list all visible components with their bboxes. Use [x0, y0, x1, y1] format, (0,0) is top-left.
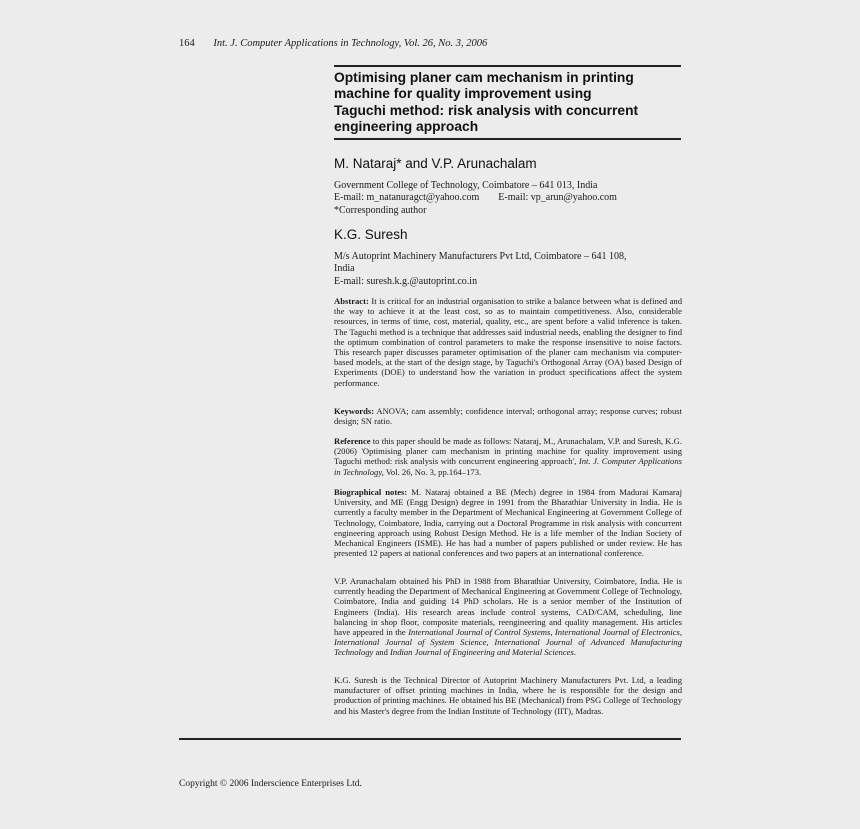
affiliation-block-2 — [334, 251, 684, 288]
bio-text: . — [573, 647, 576, 658]
biographical-notes — [334, 487, 682, 558]
footer-rule — [179, 738, 681, 740]
affiliation-line: Government College of Technology, Coimbatore – 641 013, India — [334, 180, 598, 191]
author-email: E-mail: suresh.k.g.@autoprint.co.in — [334, 275, 478, 287]
affiliation-line: India — [334, 263, 355, 275]
bio-paragraph-2 — [334, 576, 682, 658]
title-line: engineering approach — [334, 118, 479, 134]
bio-text: V.P. Arunachalam obtained his PhD in 1988 from Bharathiar University, Coimbatore, India. He is currently heading the Department of Mechanical Engineering at Government College of Technology, Coimbatore, India and guiding 14 PhD scholars. He is a senior member of the Institution of Engineers (India). His research areas include control systems, CAD/CAM, scheduling, line balancing in shop floor, composite materials, reengineering and quality management. His articles have appeared in the — [334, 576, 682, 638]
corresponding-note: *Corresponding author — [334, 204, 427, 216]
title-top-rule — [334, 65, 681, 67]
bio-paragraph-3 — [334, 675, 682, 716]
copyright-notice: Copyright © 2006 Inderscience Enterprises Ltd. — [179, 779, 362, 789]
bio-text: and — [375, 647, 388, 658]
author-name-2: K.G. Suresh — [334, 227, 408, 242]
affiliation-block-1 — [334, 180, 684, 217]
email-line — [334, 192, 684, 204]
author-names: M. Nataraj* and V.P. Arunachalam — [334, 156, 537, 171]
bio-journals: Indian Journal of Engineering and Material Sciences — [390, 647, 574, 658]
reference-journal: Int. J. Computer Applications in Technology, — [334, 456, 682, 477]
paper-title — [334, 70, 684, 135]
bio-label: Biographical notes: — [334, 487, 408, 497]
keywords-label: Keywords: — [334, 406, 375, 416]
reference-text: to this paper should be made as follows: Nataraj, M., Arunachalam, V.P. and Suresh, K.G. (2006) 'Optimising planer cam mechanism in printing machine for quality improvement using Taguchi method: risk analysis with concurrent engineering approach', — [334, 436, 682, 467]
abstract-label: Abstract: — [334, 296, 369, 306]
author-email: E-mail: m_natanuragct@yahoo.com — [334, 192, 480, 204]
journal-citation: Int. J. Computer Applications in Technology, Vol. 26, No. 3, 2006 — [213, 38, 488, 49]
title-line: Taguchi method: risk analysis with concurrent — [334, 102, 639, 118]
title-line: Optimising planer cam mechanism in printing — [334, 70, 634, 85]
bio-journals: International Journal of Control Systems, International Journal of Electronics, International Journal of System Science, International Journal of Advanced Manufacturing Technology — [334, 627, 682, 658]
bio-text: K.G. Suresh is the Technical Director of Autoprint Machinery Manufacturers Pvt. Ltd, a leading manufacturer of offset printing machines in India, where he is responsible for the design and production of printing machines. He obtained his BE (Mechanical) from PSG College of Technology and his Master's degree from the Indian Institute of Technology (IIT), Madras. — [334, 675, 682, 716]
keywords-text: ANOVA; cam assembly; confidence interval; orthogonal array; response curves; robust design; SN ratio. — [334, 406, 682, 427]
abstract-text: It is critical for an industrial organisation to strike a balance between what is defined and the way to achieve it at the least cost, so as to maintain competitiveness. Also, considerable resources, in terms of time, cost, material, quality, etc., are spent before a valid inference is taken. The Taguchi method is a technique that addresses said industrial needs, enabling the designer to find the optimum combination of control parameters to make the response insensitive to noise factors. This research paper discusses parameter optimisation of the planer cam mechanism via computer-based models, at the start of the design stage, by Taguchi's Orthogonal Array (OA) based Design of Experiments (DOE) to understand how the variation in product specifications affect the system performance. — [334, 296, 682, 388]
reference-volume: Vol. 26, No. 3, pp.164–173. — [385, 466, 482, 477]
reference — [334, 436, 682, 477]
affiliation-line: M/s Autoprint Machinery Manufacturers Pvt Ltd, Coimbatore – 641 108, — [334, 251, 627, 262]
author-email: E-mail: vp_arun@yahoo.com — [498, 192, 617, 204]
title-bottom-rule — [334, 138, 681, 140]
bio-paragraph: M. Nataraj obtained a BE (Mech) degree in 1984 from Madurai Kamaraj University, and ME (Engg Design) degree in 1991 from the Bharathiar University in India. He is currently a faculty member in the Department of Mechanical Engineering at Government College of Technology, Coimbatore, India, carrying out a Doctoral Programme in risk analysis with concurrent engineering approach using Robust Design Method. He is a life member of the Indian Society of Mechanical Engineers (ISME). He has had a number of papers published or under review. He has presented 12 papers at national conferences and two papers at an international conference. — [334, 487, 682, 559]
page-number: 164 — [179, 38, 195, 49]
abstract — [334, 296, 682, 388]
running-header — [179, 38, 487, 49]
reference-label: Reference — [334, 436, 371, 446]
title-line: machine for quality improvement using — [334, 86, 592, 102]
keywords — [334, 406, 682, 426]
